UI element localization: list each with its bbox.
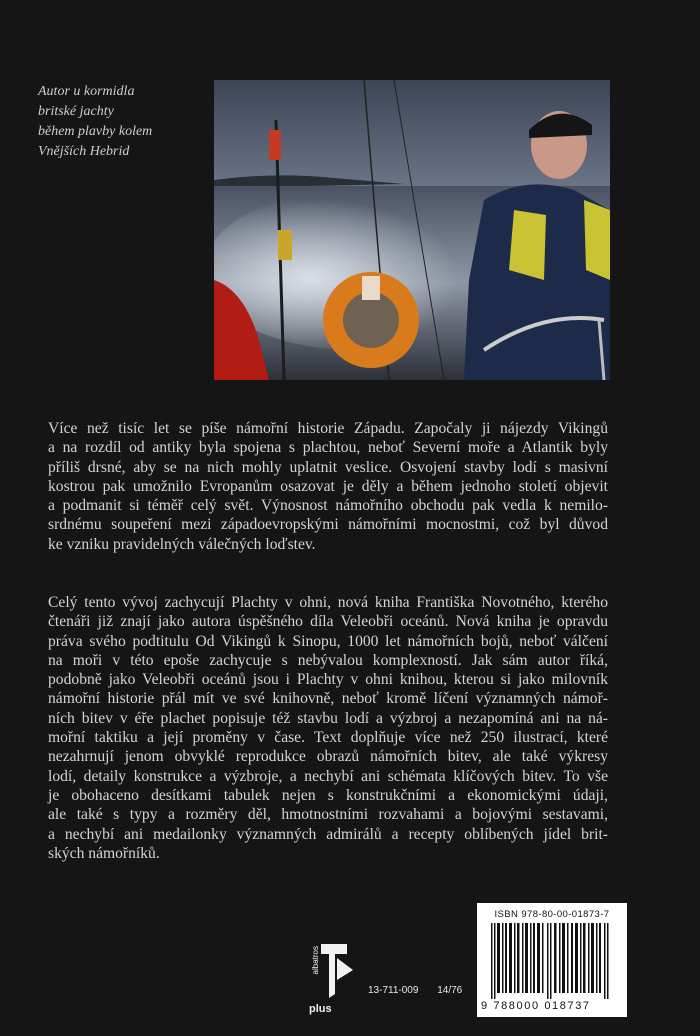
caption-line: během plavby kolem [38,124,153,139]
text-line: práva svého podtitulu Od Vikingů k Sinopu, 1000 let námořních bojů, neboť válčení [48,632,608,650]
photo-caption [38,82,208,162]
text-line: a nechybí ani medailonky významných admirálů a recepty oblíbených jídel brit- [48,825,608,843]
catalog-codes [368,985,462,996]
author-sailing-photo [214,80,610,380]
description-paragraph [48,593,608,863]
text-line: ských námořníků. [48,844,160,862]
text-line: podobně jako Veleobři oceánů jsou i Plachty v ohni knihou, kterou si jako milovník [48,671,608,689]
publisher-logo [303,940,355,1022]
text-line: Více než tisíc let se píše námořní historie Západu. Započaly ji nájezdy Vikingů [48,420,608,437]
text-line: ale také s typy a rozměry děl, hmotnostními rozvahami a bojovými sestavami, [48,806,608,824]
caption-line: Vnějších Hebrid [38,144,130,159]
text-line: srdnému soupeření mezi západoevropskými námořními mocnostmi, což byl důvod [48,516,608,534]
intro-paragraph [48,419,608,554]
text-line: kostrou pak umožnilo Evropanům osazovat je děly a během jednoho století objevit [48,477,608,495]
text-line: čtenáři již znají jako autora úspěšného díla Veleobři oceánů. Nová kniha je opravdu [48,613,608,631]
order-code: 13-711-009 [368,985,419,996]
text-line: námořní historie přál mít ve své knihovně, neboť kromě líčení významných námoř- [48,690,608,708]
isbn-text: ISBN 978-80-00-01873-7 [494,909,610,920]
text-line: Celý tento vývoj zachycují Plachty v ohni, nová kniha Františka Novotného, kterého [48,594,608,611]
text-line: mořní taktiku a její proměny v čase. Text doplňuje více než 250 ilustrací, které [48,729,608,747]
caption-line: Autor u kormidla [38,84,135,99]
text-line: na moři v této epoše zachycuje s nebývalou komplexností. Jak sám autor říká, [48,651,608,669]
text-line: je obohaceno desítkami tabulek nejen s konstrukčními a ekonomickými údaji, [48,786,608,804]
text-line: a na rozdíl od antiky byla spojena s plachtou, neboť Severní moře a Atlantik byly [48,439,608,457]
text-line: lodí, detaily konstrukce a výzbroje, a nechybí ani schémata klíčových bitev. To vše [48,767,608,785]
publisher-imprint: plus [309,1003,332,1015]
text-line: ke vzniku pravidelných válečných loďstev. [48,535,316,553]
barcode-bars [491,923,613,999]
text-line: příliš drsné, aby se na nich mohly uplatnit veslice. Osvojení stavby lodí s masivní [48,458,608,476]
text-line: ních bitev v éře plachet popisuje též stavbu lodí a výzbroj a nezapomíná ani na ná- [48,709,608,727]
group-code: 14/76 [437,985,463,996]
publisher-name: albatros [311,946,320,975]
barcode-digits: 9 788000 018737 [481,1000,591,1012]
text-line: nezahrnují jenom obvyklé reprodukce obrazů námořních bitev, ale také výkresy [48,748,608,766]
text-line: a podmanit si téměř celý svět. Výnosnost námořního obchodu pak vedla k nemilo- [48,497,608,515]
caption-line: britské jachty [38,104,114,119]
isbn-barcode [477,903,627,1017]
